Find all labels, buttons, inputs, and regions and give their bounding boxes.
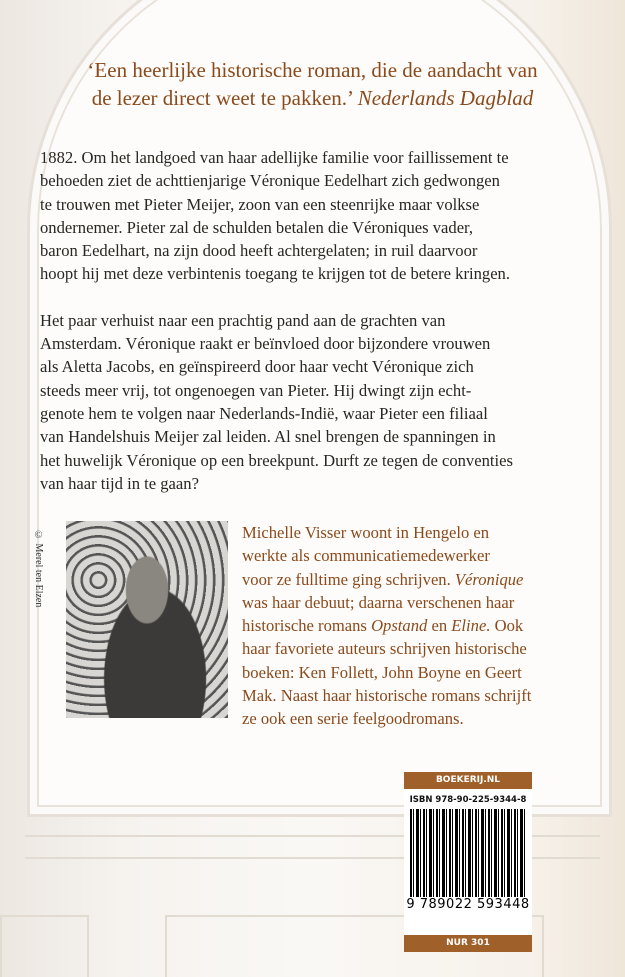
photo-credit: © Merel ten Elzen [33,530,44,608]
blurb-line: Het paar verhuist naar een prachtig pand aan de grachten van [40,310,446,330]
barcode-digits: 9 789022 593448 [404,897,532,912]
wall-panel [0,915,89,977]
blurb-line: ondernemer. Pieter zal de schulden betalen die Véroniques vader, [40,217,474,237]
blurb-line: te trouwen met Pieter Meijer, zoon van een steenrijke maar volkse [40,194,480,214]
nur-label: NUR 301 [404,935,532,952]
publisher-label: BOEKERIJ.NL [404,772,532,789]
book-title: Opstand [371,616,428,636]
barcode-bars [410,809,526,899]
blurb-line: behoeden ziet de achttienjarige Véronique Eedelhart zich gedwongen [40,171,500,191]
author-bio [242,521,531,731]
book-title: Véronique [454,569,524,589]
bio-text: voor ze fulltime ging schrijven. [242,569,451,589]
author-photo [66,521,228,718]
bio-line: Mak. Naast haar historische romans schrijft [242,686,532,706]
bio-text: historische romans [242,616,367,636]
bio-text: Ook [494,616,524,636]
blurb-line: steeds meer vrij, tot ongenoegen van Pieter. Hij dwingt zijn echt- [40,380,472,400]
blurb-line: baron Eedelhart, na zijn dood heeft achtergelaten; in ruil daarvoor [40,241,478,261]
bio-line: ze ook een serie feelgoodromans. [242,709,464,729]
bio-text: en [431,616,448,636]
book-title: Eline. [451,616,491,636]
blurb-line: van haar tijd in te gaan? [40,473,199,493]
blurb-line: van Handelshuis Meijer zal leiden. Al snel brengen de spanningen in [40,427,496,447]
isbn-label: ISBN 978-90-225-9344-8 [409,795,527,805]
barcode-box [404,772,532,952]
blurb-line: genote hem te volgen naar Nederlands-Indië, waar Pieter een filiaal [40,403,488,423]
bio-line: werkte als communicatiemedewerker [242,546,490,566]
quote-line: ‘Een heerlijke historische roman, die de aandacht van [87,58,538,82]
bio-line: boeken: Ken Follett, John Boyne en Geert [242,662,522,682]
quote-source: Nederlands Dagblad [357,86,534,110]
blurb [40,146,600,495]
blurb-line: als Aletta Jacobs, en geïnspireerd door haar vecht Véronique zich [40,357,474,377]
quote-line: de lezer direct weet te pakken.’ [91,86,353,110]
bio-line: was haar debuut; daarna verschenen haar [242,592,515,612]
bio-line: Michelle Visser woont in Hengelo en [242,523,490,542]
blurb-line: 1882. Om het landgoed van haar adellijke familie voor faillissement te [40,148,509,167]
review-quote [0,56,625,112]
blurb-line: Amsterdam. Véronique raakt er beïnvloed door bijzondere vrouwen [40,334,491,354]
bio-line: haar favoriete auteurs schrijven historische [242,639,527,659]
blurb-line: het huwelijk Véronique op een breekpunt. Durft ze tegen de conventies [40,450,513,470]
blurb-line: hoopt hij met deze verbintenis toegang te krijgen tot de betere kringen. [40,264,511,284]
